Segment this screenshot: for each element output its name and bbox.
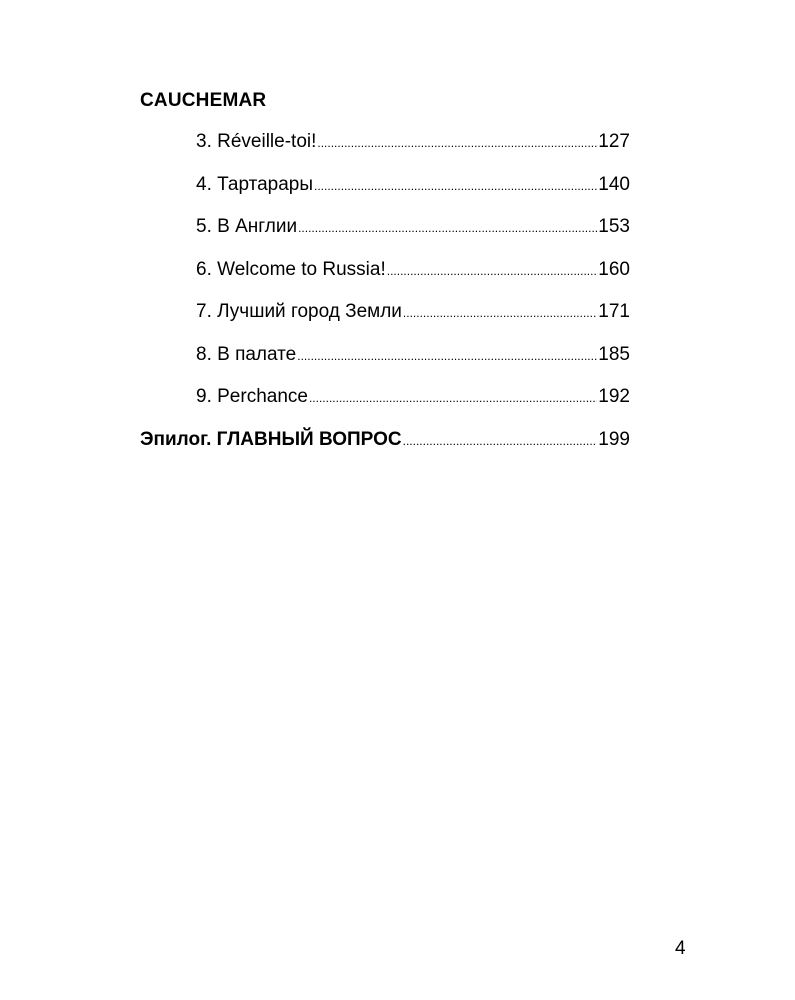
toc-entry-title: Эпилог. ГЛАВНЫЙ ВОПРОС [140, 428, 402, 450]
toc-entry[interactable] [140, 298, 630, 341]
section-title: CAUCHEMAR [140, 90, 267, 111]
toc-entry-page: 160 [598, 258, 630, 280]
toc-entry-epilogue[interactable] [140, 426, 630, 469]
page-number: 4 [675, 938, 686, 959]
toc-entry-page: 153 [598, 216, 630, 237]
toc-entry-title: 6. Welcome to Russia! [196, 258, 386, 280]
toc-entry[interactable] [140, 213, 630, 256]
toc-entry[interactable] [140, 256, 630, 299]
toc-entry-title: 7. Лучший город Земли [196, 301, 402, 322]
toc-entry[interactable] [140, 171, 630, 214]
toc-entry[interactable] [140, 128, 630, 171]
toc-entry-page: 199 [598, 428, 630, 450]
dot-leader [403, 299, 597, 327]
toc-entry-page: 185 [598, 343, 630, 365]
toc-entry-title: 8. В палате [196, 343, 297, 365]
toc-entry[interactable] [140, 341, 630, 384]
dot-leader [387, 257, 598, 285]
toc-entry-page: 192 [598, 386, 630, 407]
toc-entry-title: 9. Perchance [196, 386, 308, 407]
dot-leader [314, 172, 597, 200]
toc-entry-page: 171 [598, 301, 630, 322]
toc-entry-title: 5. В Англии [196, 216, 298, 237]
dot-leader [403, 427, 598, 455]
toc-entry-title: 3. Réveille-toi! [196, 131, 317, 152]
toc-entry-page: 127 [598, 131, 630, 152]
toc-entry[interactable] [140, 383, 630, 426]
toc-entry-title: 4. Тартарары [196, 173, 314, 195]
dot-leader [309, 384, 597, 412]
dot-leader [297, 342, 597, 370]
dot-leader [317, 129, 597, 157]
dot-leader [298, 214, 597, 242]
toc-entry-page: 140 [598, 173, 630, 195]
table-of-contents [140, 128, 630, 468]
